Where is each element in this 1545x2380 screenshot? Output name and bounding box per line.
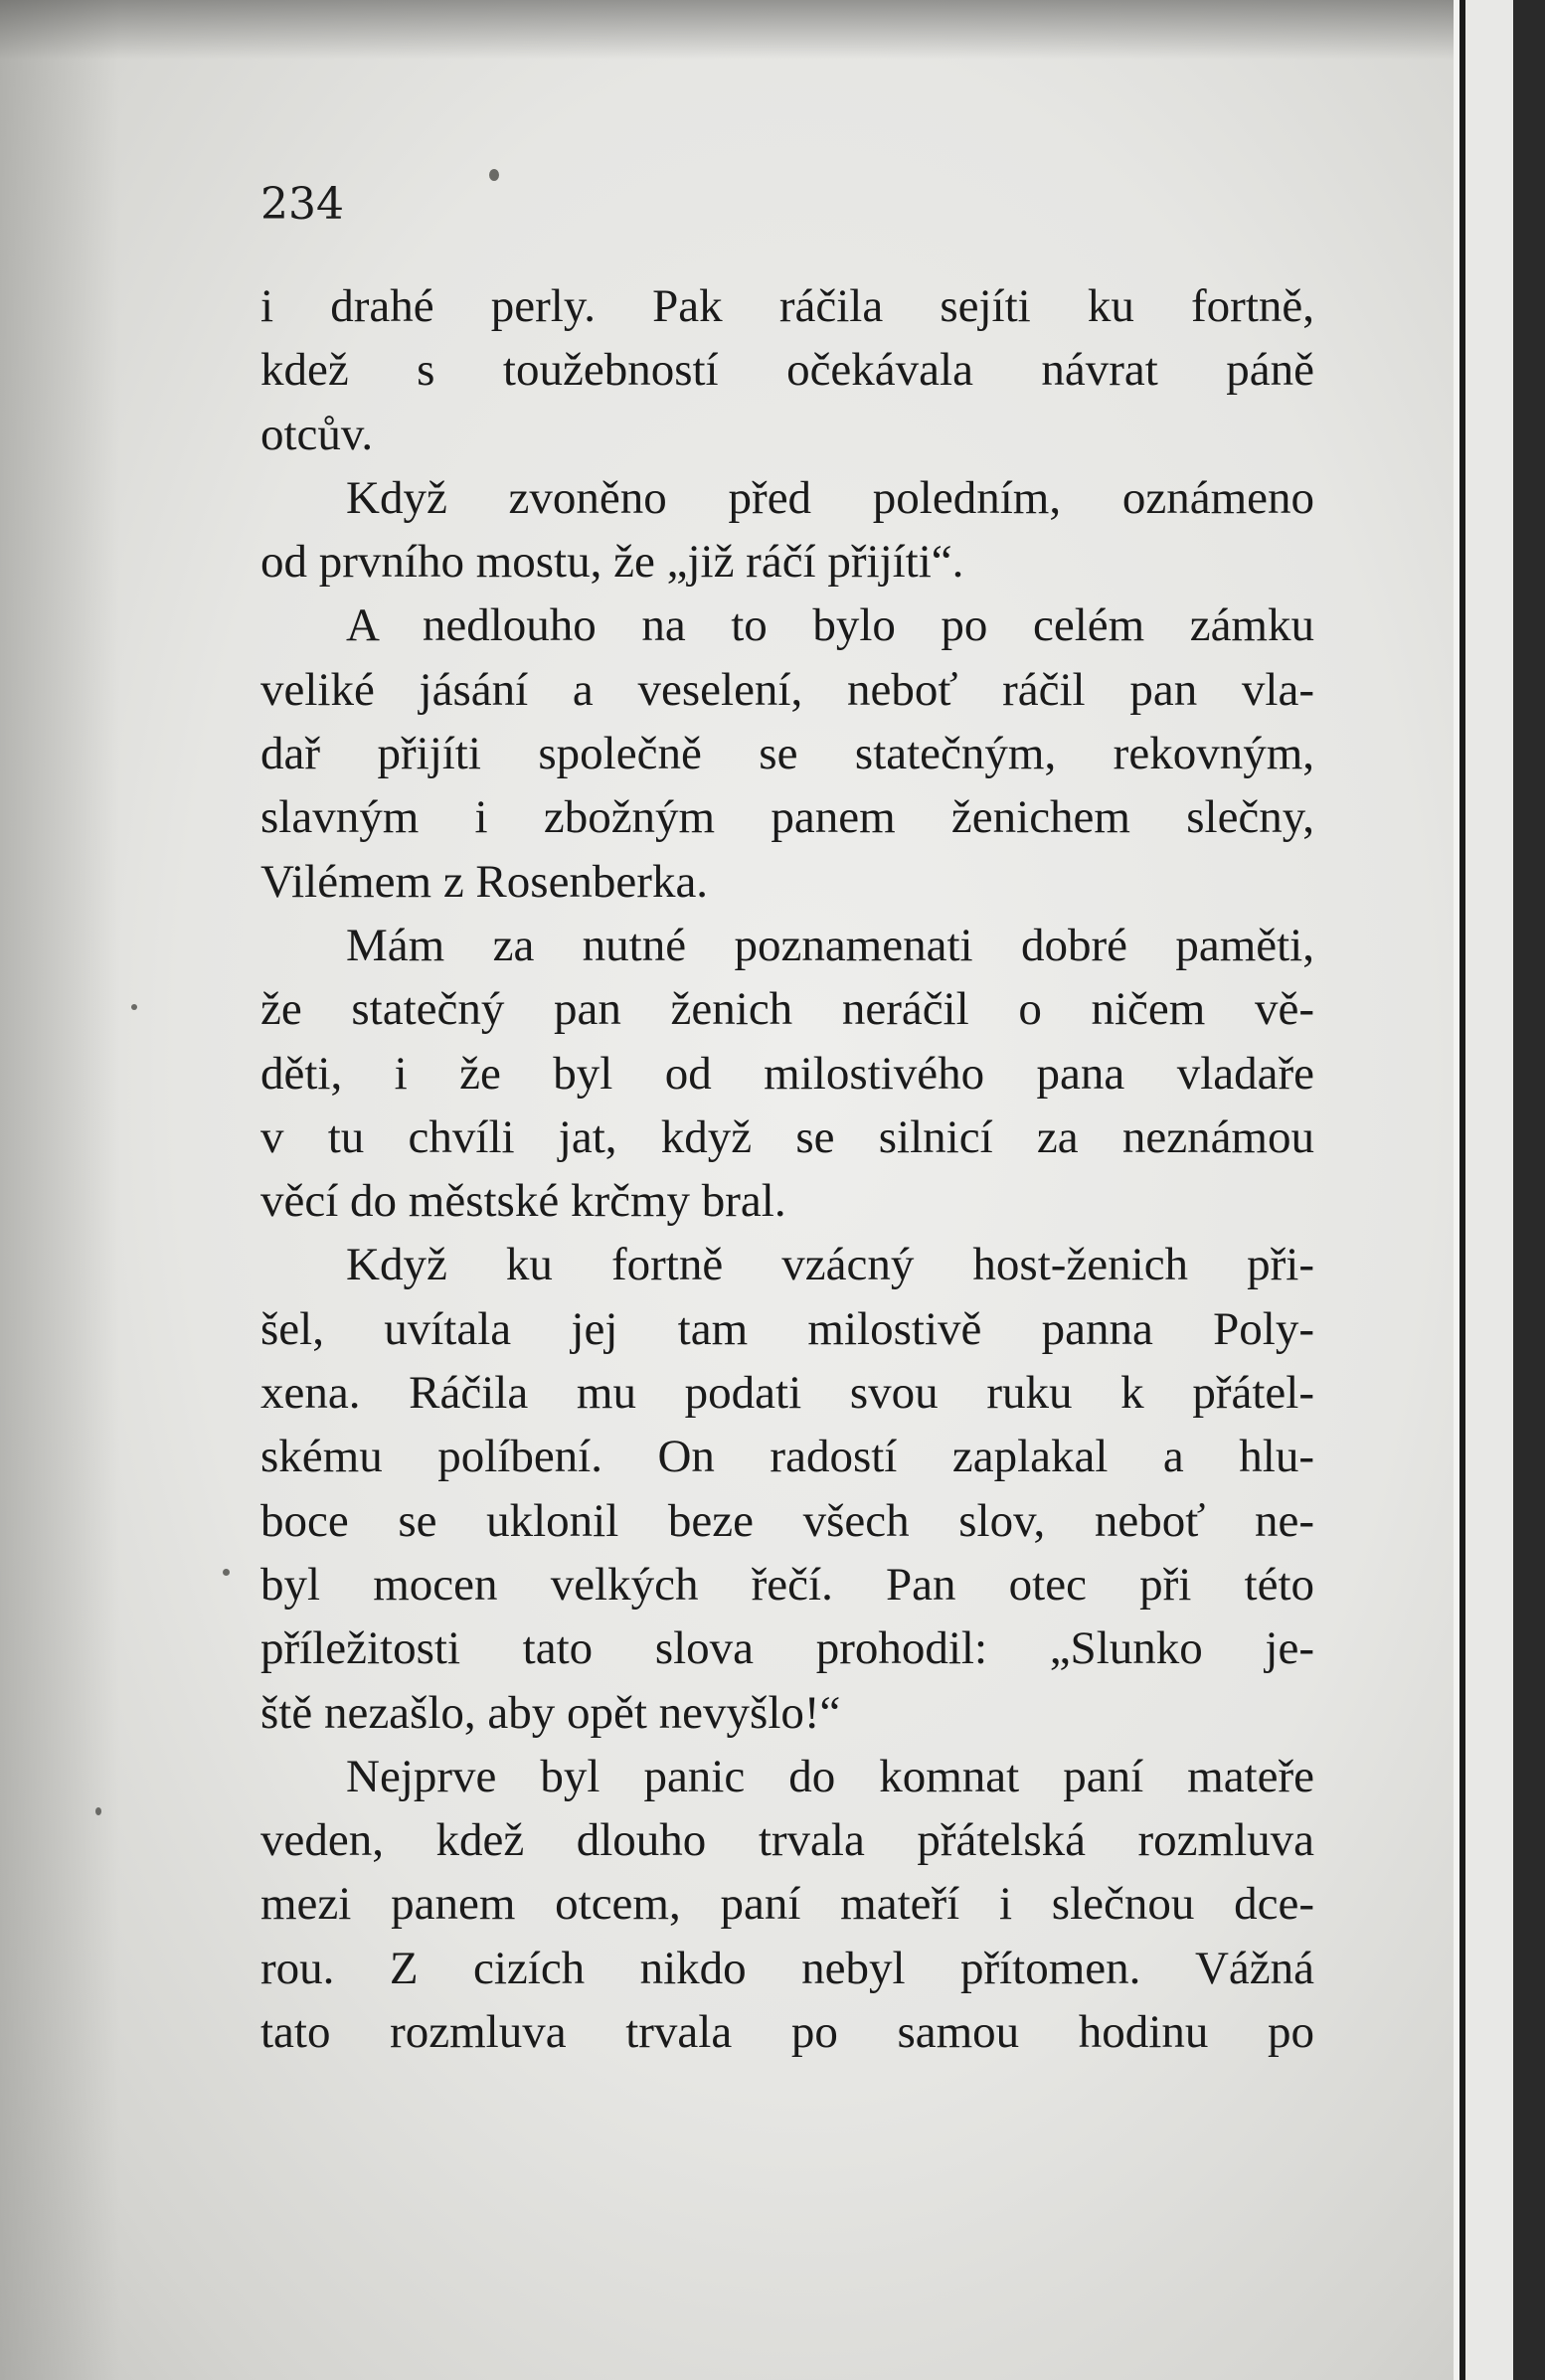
text-line: veliké jásání a veselení, neboť ráčil pan vla- bbox=[260, 663, 1314, 716]
page-edge-shadow bbox=[0, 0, 119, 2380]
text-line: Nejprve byl panic do komnat paní mateře bbox=[346, 1750, 1314, 1802]
text-line: kdež s toužebností očekávala návrat páně bbox=[260, 344, 1314, 397]
text-line: A nedlouho na to bylo po celém zámku bbox=[346, 599, 1314, 652]
text-line: Mám za nutné poznamenati dobré paměti, bbox=[346, 919, 1314, 971]
text-line: mezi panem otcem, paní mateří i slečnou dce- bbox=[260, 1878, 1314, 1931]
text-line: skému políbení. On radostí zaplakal a hlu- bbox=[260, 1431, 1314, 1483]
page-top-shadow bbox=[0, 0, 1461, 60]
text-line: slavným i zbožným panem ženichem slečny, bbox=[260, 791, 1314, 844]
scan-speck bbox=[131, 1004, 137, 1010]
text-line: Když ku fortně vzácný host-ženich při- bbox=[346, 1239, 1314, 1291]
text-line: i drahé perly. Pak ráčila sejíti ku fortně, bbox=[260, 280, 1314, 332]
text-line: dař přijíti společně se statečným, rekovným, bbox=[260, 728, 1314, 780]
text-line: příležitosti tato slova prohodil: „Slunko je- bbox=[260, 1622, 1314, 1675]
text-line: otcův. bbox=[260, 408, 374, 460]
text-line: v tu chvíli jat, když se silnicí za neznámou bbox=[260, 1110, 1314, 1163]
text-line: xena. Ráčila mu podati svou ruku k přátel- bbox=[260, 1367, 1314, 1420]
text-line: Vilémem z Rosenberka. bbox=[260, 855, 709, 908]
scan-speck bbox=[223, 1569, 230, 1576]
text-line: boce se uklonil beze všech slov, neboť ne- bbox=[260, 1494, 1314, 1547]
text-line: od prvního mostu, že „již ráčí přijíti“. bbox=[260, 536, 964, 589]
text-line: šel, uvítala jej tam milostivě panna Poly- bbox=[260, 1302, 1314, 1355]
text-line: Když zvoněno před poledním, oznámeno bbox=[346, 471, 1314, 524]
body-text bbox=[260, 274, 1314, 2064]
scan-speck bbox=[95, 1807, 101, 1815]
text-line: tato rozmluva trvala po samou hodinu po bbox=[260, 2006, 1314, 2059]
scan-speck bbox=[489, 169, 499, 181]
page-number: 234 bbox=[260, 179, 344, 230]
text-line: ště nezašlo, aby opět nevyšlo!“ bbox=[260, 1686, 841, 1739]
text-line: veden, kdež dlouho trvala přátelská rozmluva bbox=[260, 1814, 1314, 1867]
book-gutter bbox=[1454, 0, 1545, 2380]
text-line: že statečný pan ženich neráčil o ničem vě- bbox=[260, 983, 1314, 1036]
text-line: děti, i že byl od milostivého pana vladaře bbox=[260, 1047, 1314, 1100]
text-line: byl mocen velkých řečí. Pan otec při této bbox=[260, 1558, 1314, 1611]
text-line: rou. Z cizích nikdo nebyl přítomen. Vážná bbox=[260, 1942, 1314, 1994]
text-line: věcí do městské krčmy bral. bbox=[260, 1175, 786, 1228]
